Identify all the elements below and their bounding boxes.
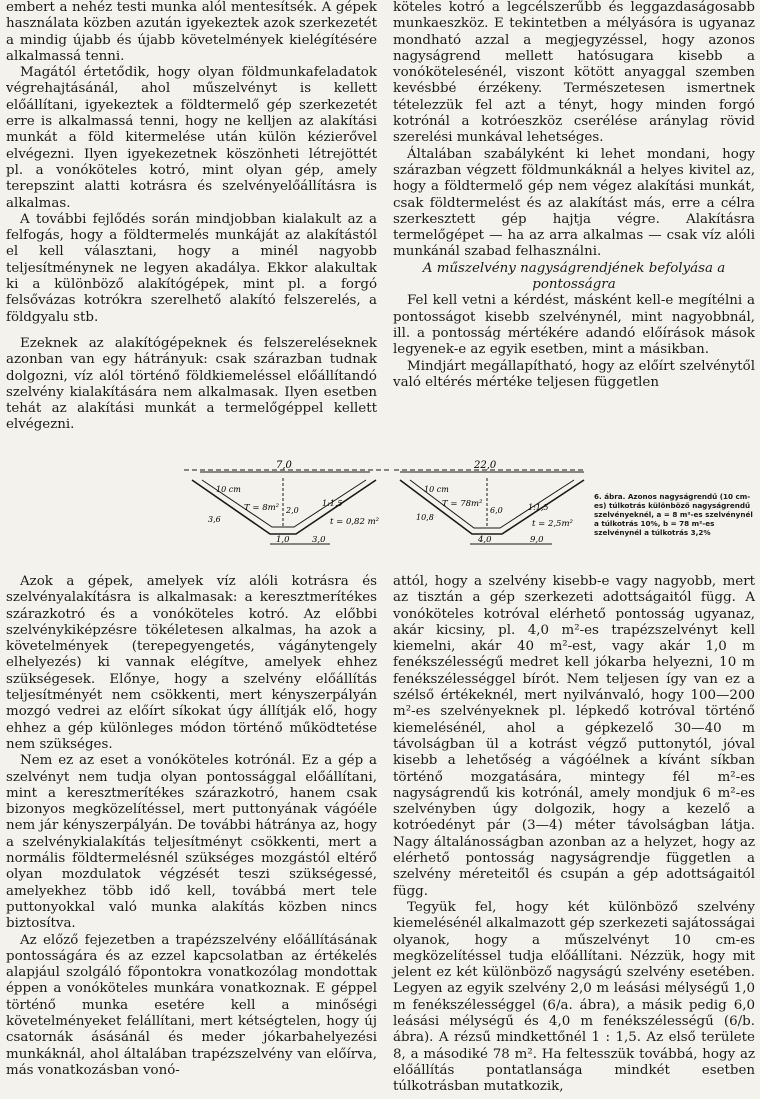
fig-b-width-label: 10 cm [424,485,449,494]
fig-b-slope: 10,8 [416,513,434,522]
fig-a-bottom-1: 1,0 [276,535,290,545]
paragraph: Fel kell vetni a kérdést, másként kell-e megítélni a pontosságot kisebb szelvénynél, mint nagyobbnál, ill. a pontosság mértékére adandó előírások mások legyenek-e az egyik esetben, mint a másikban. [393,293,755,358]
figure-caption: 6. ábra. Azonos nagyságrendű (10 cm-es) túlkotrás különböző nagyságrendű szelvényeknél, a = 8 m²-es szelvénynél a túlkotrás 10%, b = 78 m²-es szelvénynél a túlkotrás 3,2% [594,492,753,537]
section-heading: A műszelvény nagyságrendjének befolyása a pontosságra [422,260,726,293]
paragraph: Mindjárt megállapítható, hogy az előírt szelvénytől való eltérés mértéke teljesen független [393,358,755,390]
fig-b-bottom-1: 4,0 [478,535,492,545]
paragraph: Az előző fejezetben a trapézszelvény előállításának pontosságára és az ezzel kapcsolatban az értékelés alapjául szolgáló főpontokra vonatkozólag mondottak éppen a vonóköteles munkára vonatkoznak. E géppel történő munka esetére kell a minőségi követelményeket felállítani, mert kétségtelen, hogy új csatornák ásásánál és meder jókarbahelyezési munkáknál, ahol általában trapézszelvény van előírva, más vonatkozásban vonó- [6,932,377,1078]
fig-a-top-width: 7,0 [276,460,292,471]
column-top-left [6,0,377,434]
fig-b-loss: t = 2,5m² [532,519,573,529]
fig-b-depth: 6,0 [490,506,503,515]
paragraph: Nem ez az eset a vonóköteles kotrónál. Ez a gép a szelvényt nem tudja olyan pontossággal előállítani, mint a keresztmerítékes szárazkotró, hanem csak bizonyos megközelítéssel, mert puttonyának vágóéle nem jár kényszerpályán. De további hátránya az, hogy a szelvénykialakítás teljesítményt csökkenti, mert a normális földtermelésnél szükséges mozgástól eltérő olyan mozdulatok végzését teszi szükségessé, amelyekhez több idő kell, továbbá mert tele puttonyokkal való munka alakítás közben nincs biztosítva. [6,753,377,932]
paragraph: Ezeknek az alakítógépeknek és felszereléseknek azonban van egy hátrányuk: csak szárazban tudnak dolgozni, víz alól történő földkiemeléssel előállítandó szelvény kialakítására nem alkalmasak. Ilyen esetben tehát az alakítási munkát a termelőgéppel kellett elvégezni. [6,335,377,433]
fig-a-slope: 3,6 [208,515,221,524]
paragraph: köteles kotró a legcélszerűbb és leggazdaságosabb munkaeszköz. E tekintetben a mélyásóra is ugyanaz mondható azzal a megjegyzéssel, hogy azonos nagyságrend mellett hatósugara kisebb a vonókötelesénél, viszont kötött anyaggal szemben kevésbbé érzékeny. Természetesen ismertnek tételezzük fel azt a tényt, hogy minden forgó kotrónál a kotróeszköz cserélése aránylag rövid szerelési munkával lehetséges. [393,0,755,146]
paragraph: embert a nehéz testi munka alól mentesítsék. A gépek használata közben azután igyekeztek azok szerkezetét a mindig újabb és újabb követelmények kielégítésére alkalmassá tenni. [6,0,377,64]
fig-b-ratio: 1:1,5 [528,503,549,512]
fig-a-loss: t = 0,82 m² [330,517,380,527]
fig-a-bottom-2: 3,0 [312,535,326,545]
paragraph: Tegyük fel, hogy két különböző szelvény kiemelésénél alkalmazott gép szerkezeti sajátosságai olyanok, hogy a műszelvényt 10 cm-es megközelítéssel tudja előállítani. Nézzük, hogy mit jelent ez két különböző nagyságú szelvény esetében. Legyen az egyik szelvény 2,0 m leásási mélységű 1,0 m fenékszélességgel (6/a. ábra), a másik pedig 6,0 leásási mélységű és 4,0 m fenékszélességű (6/b. ábra). A rézsű mindkettőnél 1 : 1,5. Az első területe 8, a másodiké 78 m². Ha feltesszük továbbá, hogy az előállítás pontatlansága mindkét esetben túlkotrásban mutatkozik, [393,899,756,1095]
paragraph: A további fejlődés során mindjobban kialakult az a felfogás, hogy a földtermelés munkáját az alakítástól el kell választani, hogy a minél nagyobb teljesítménynek ne legyen akadálya. Ekkor alakultak ki a különböző alakítógépek, mint pl. a forgó felsővázas kotrókra szerelhető alakító felszerelés, a földgyalu stb. [6,211,377,325]
column-top-right [393,0,755,391]
fig-b-bottom-2: 9,0 [530,535,544,545]
paragraph: Általában szabályként ki lehet mondani, hogy szárazban végzett földmunkáknál a helyes kivitel az, hogy a földtermelő gép nem végez alakítási munkát, csak földtermelést és az alakítást más, erre a célra szerkesztett gép hajtja végre. Alakításra termelőgépet — ha az arra alkalmas — csak víz alóli munkánál szabad felhasználni. [393,146,755,260]
column-bottom-right [393,574,755,1096]
fig-a-area: T = 8m² [244,503,280,513]
fig-b-area: T = 78m² [442,499,483,509]
column-bottom-left [6,574,377,1079]
paragraph: Azok a gépek, amelyek víz alóli kotrásra és szelvényalakításra is alkalmasak: a keresztmerítékes szárazkotró és a vonóköteles kotró. Az előbbi szelvénykiképzésre tökéletesen alkalmas, ha azok a követelmények (terepegyengetés, vágánytengely elhelyezés) ki vannak elégítve, amelyek ehhez szükségesek. Előnye, hogy a szelvény előállítás teljesítményét nem csökkenti, mert kényszerpályán mozgó vedrei az előírt síkokat úgy állítják elő, hogy ehhez a gép különleges módon történő működtetése nem szükséges. [6,574,377,752]
fig-b-top-width: 22,0 [474,460,497,471]
fig-a-ratio: 1:1,5 [322,499,343,508]
fig-a-depth: 2,0 [286,506,299,515]
paragraph: Magától értetődik, hogy olyan földmunkafeladatok végrehajtásánál, ahol műszelvényt is kellett előállítani, igyekeztek a földtermelő gép szerkezetét erre is alkalmassá tenni, hogy ne kelljen az alakítási munkát a föld kitermelése után külön kézierővel elvégezni. Ilyen igyekezetnek köszönheti létrejöttét pl. a vonóköteles kotró, mint olyan gép, amely terepszint alatti kotrásra és szelvényelőállításra is alkalmas. [6,65,377,211]
fig-a-width-label: 10 cm [216,485,241,494]
paragraph: attól, hogy a szelvény kisebb-e vagy nagyobb, mert az tisztán a gép szerkezeti adottságaitól függ. A vonóköteles kotróval elérhető pontosság ugyanaz, akár kicsiny, pl. 4,0 m²-es trapézszelvényt kell kiemelni, akár 40 m²-est, vagy akár 1,0 m fenékszélességű medret kell jókarba helyezni, 10 m fenékszélességgel bírót. Nem teljesen így van ez a szélső értékeknél, mert nyilvánvaló, hogy 100—200 m²-es szelvényeknek pl. lépkedő kotróval történő kiemelésénél, ahol a gépkezelő 30—40 m távolságban ül a kotrást végző puttonytól, jóval kisebb a lehetőség a vágóélnek a kívánt síkban történő mozgatására, mintegy fél m²-es nagyságrendű kis kotrónál, amely mondjuk 6 m²-es szelvényben úgy dolgozik, hogy a kezelő a kotróedényt pár (3—4) méter távolságban látja. Nagy általánosságban azonban az a helyzet, hogy az elérhető pontosság nagyságrendje független a szelvény méreteitől és csupán a gép adottságaitól függ. [393,574,755,899]
